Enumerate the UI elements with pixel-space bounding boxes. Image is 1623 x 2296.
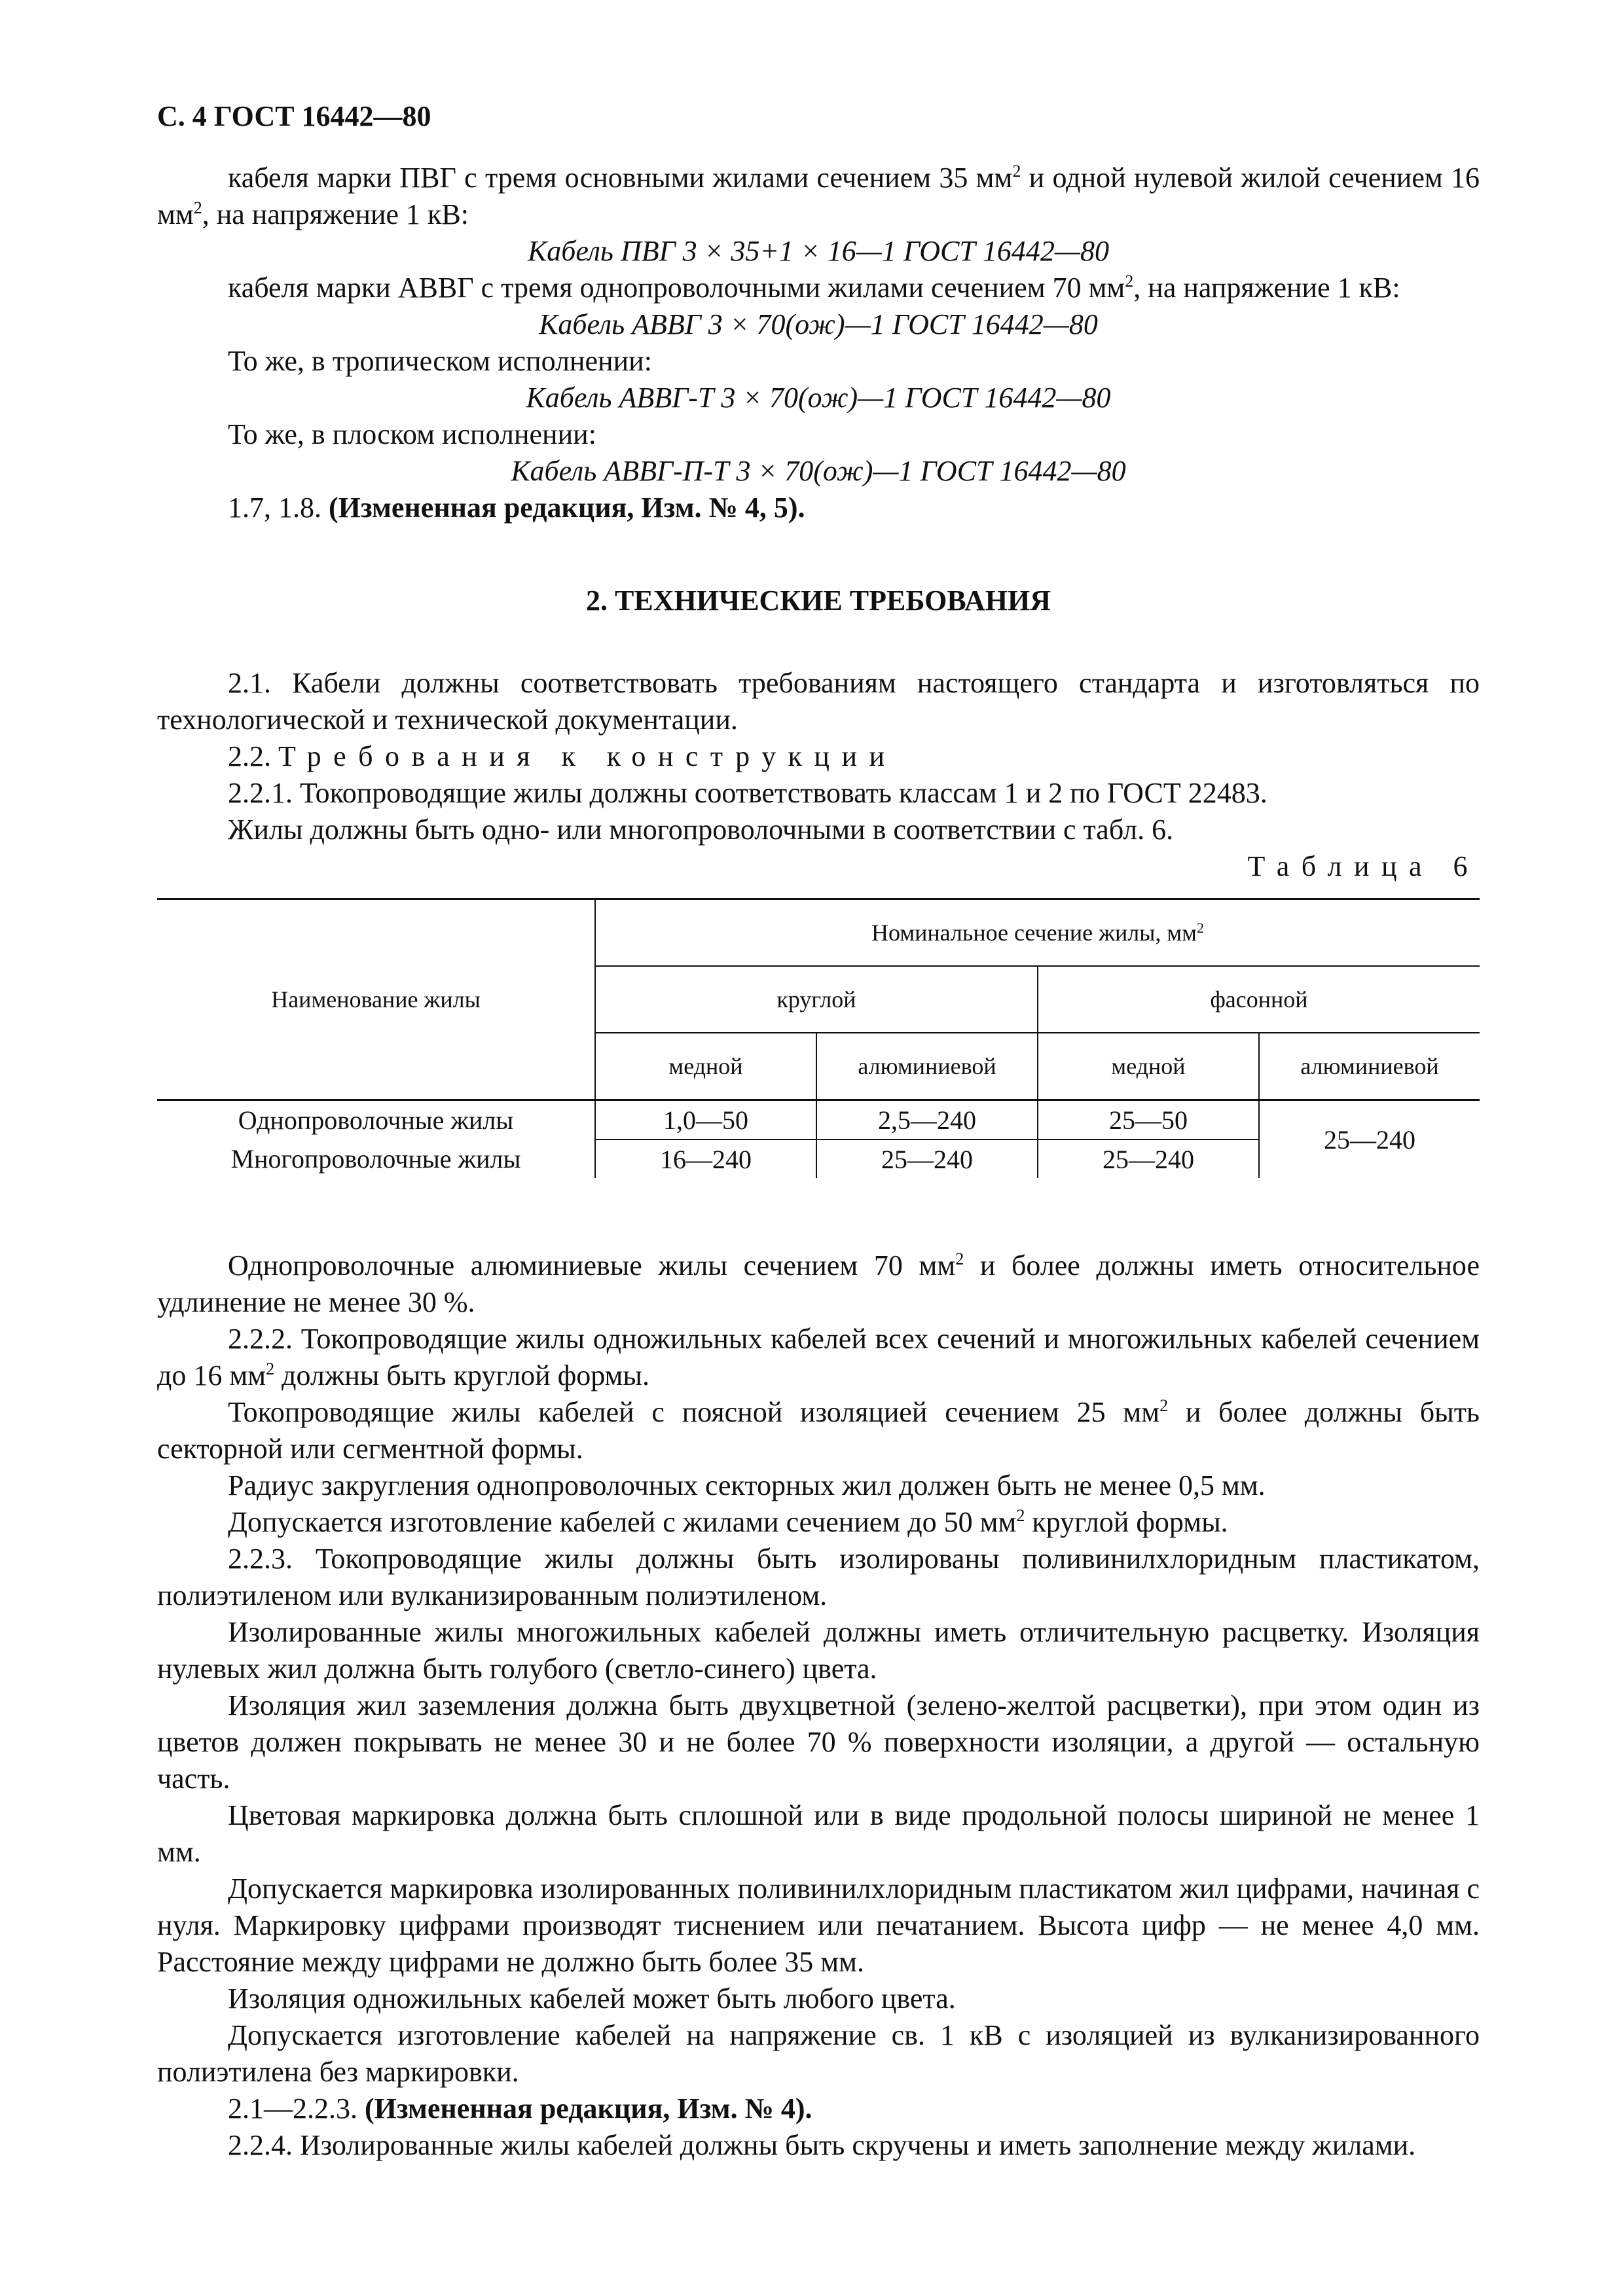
table-header-copper-shaped: медной bbox=[1038, 1033, 1259, 1100]
intro-paragraph-2: кабеля марки АВВГ с тремя однопроволочными жилами сечением 70 $мм^2$, на напряжение 1 кВ: bbox=[228, 272, 1400, 304]
table-header-copper-round: медной bbox=[595, 1033, 816, 1100]
body-paragraph: Однопроволочные алюминиевые жилы сечением 70 $мм^2$ и более должны иметь относительное удлинение не менее 30 %. bbox=[157, 1249, 1480, 1318]
body-paragraph: Цветовая маркировка должна быть сплошной или в виде продольной полосы шириной не менее 1 мм. bbox=[157, 1799, 1480, 1868]
intro-paragraph-4: То же, в плоском исполнении: bbox=[228, 418, 596, 450]
body-paragraph: Токопроводящие жилы кабелей с поясной изоляцией сечением 25 $мм^2$ и более должны быть секторной или сегментной формы. bbox=[157, 1396, 1480, 1465]
table-header-shaped: фасонной bbox=[1038, 966, 1480, 1033]
clause-2-2-4: 2.2.4. Изолированные жилы кабелей должны быть скручены и иметь заполнение между жилами. bbox=[228, 2129, 1416, 2161]
body-paragraph: Допускается изготовление кабелей с жилами сечением до 50 $мм^2$ круглой формы. bbox=[228, 1506, 1228, 1538]
table-row bbox=[157, 1100, 1480, 1140]
cell-alu-round: 2,5—240 bbox=[816, 1100, 1038, 1140]
clause-2-1: 2.1. Кабели должны соответствовать требованиям настоящего стандарта и изготовляться по технологической и технической документации. bbox=[157, 667, 1480, 736]
table-header-name: Наименование жилы bbox=[157, 899, 595, 1100]
cell-copper-round: 16—240 bbox=[595, 1139, 816, 1178]
conductor-table bbox=[157, 898, 1480, 1178]
table-header-alu-round: алюминиевой bbox=[816, 1033, 1038, 1100]
body-paragraph: Изолированные жилы многожильных кабелей должны иметь отличительную расцветку. Изоляция нулевых жил должна быть голубого (светло-синего) цвета. bbox=[157, 1616, 1480, 1685]
body-paragraph: Допускается изготовление кабелей на напряжение св. 1 кВ с изоляцией из вулканизированного полиэтилена без маркировки. bbox=[157, 2019, 1480, 2088]
table-caption: Таблица 6 bbox=[1247, 850, 1480, 882]
clause-2-2: 2.2. Требования к конструкции bbox=[228, 740, 897, 772]
cell-alu-round: 25—240 bbox=[816, 1139, 1038, 1178]
document-page bbox=[157, 98, 1480, 2164]
example-designation-2: Кабель АВВГ 3 × 70(ож)—1 ГОСТ 16442—80 bbox=[539, 308, 1098, 340]
body-paragraph: Допускается маркировка изолированных поливинилхлоридным пластикатом жил цифрами, начиная с нуля. Маркировку цифрами производят тиснением или печатанием. Высота цифр — не менее 4,0 мм. Расстояние между цифрами не должно быть более 35 мм. bbox=[157, 1873, 1480, 1978]
table-header-group: Номинальное сечение жилы, $мм^2$ bbox=[595, 899, 1480, 967]
example-designation-3: Кабель АВВГ-Т 3 × 70(ож)—1 ГОСТ 16442—80 bbox=[526, 382, 1111, 414]
table-header-alu-shaped: алюминиевой bbox=[1259, 1033, 1480, 1100]
example-designation-1: Кабель ПВГ 3 × 35+1 × 16—1 ГОСТ 16442—80 bbox=[527, 235, 1110, 267]
cell-copper-shaped: 25—240 bbox=[1038, 1139, 1259, 1178]
page-header: С. 4 ГОСТ 16442—80 bbox=[157, 100, 431, 132]
clause-2-2-1: 2.2.1. Токопроводящие жилы должны соответствовать классам 1 и 2 по ГОСТ 22483. bbox=[228, 777, 1267, 809]
section-title: 2. ТЕХНИЧЕСКИЕ ТРЕБОВАНИЯ bbox=[586, 584, 1051, 617]
clause-2-2-2: 2.2.2. Токопроводящие жилы одножильных кабелей всех сечений и многожильных кабелей сечением до 16 $мм^2$ должны быть круглой формы. bbox=[157, 1323, 1480, 1391]
clause-2-2-1-b: Жилы должны быть одно- или многопроволочными в соответствии с табл. 6. bbox=[228, 814, 1174, 846]
example-designation-4: Кабель АВВГ-П-Т 3 × 70(ож)—1 ГОСТ 16442—80 bbox=[511, 455, 1126, 487]
body-paragraph: Радиус закругления однопроволочных секторных жил должен быть не менее 0,5 мм. bbox=[228, 1469, 1266, 1501]
row-name: Многопроволочные жилы bbox=[230, 1144, 521, 1174]
cell-copper-round: 1,0—50 bbox=[595, 1100, 816, 1140]
body-paragraph: Изоляция одножильных кабелей может быть любого цвета. bbox=[228, 1982, 956, 2015]
cell-alu-shaped-merged: 25—240 bbox=[1259, 1100, 1480, 1179]
cell-copper-shaped: 25—50 bbox=[1038, 1100, 1259, 1140]
intro-paragraph-1: кабеля марки ПВГ с тремя основными жилами сечением 35 $мм^2$ и одной нулевой жилой сечением 16 $мм^2$, на напряжение 1 кВ: bbox=[157, 162, 1480, 230]
table-header-round: круглой bbox=[595, 966, 1038, 1033]
row-name: Однопроволочные жилы bbox=[238, 1105, 514, 1135]
revision-note-1: 1.7, 1.8. (Измененная редакция, Изм. № 4, 5). bbox=[228, 492, 805, 524]
revision-note-2: 2.1—2.2.3. (Измененная редакция, Изм. № 4). bbox=[228, 2092, 812, 2125]
body-paragraph: Изоляция жил заземления должна быть двухцветной (зелено-желтой расцветки), при этом один из цветов должен покрывать не менее 30 и не более 70 % поверхности изоляции, а другой — остальную часть. bbox=[157, 1689, 1480, 1795]
clause-2-2-3: 2.2.3. Токопроводящие жилы должны быть изолированы поливинилхлоридным пластикатом, полиэтиленом или вулканизированным полиэтиленом. bbox=[157, 1543, 1480, 1611]
intro-paragraph-3: То же, в тропическом исполнении: bbox=[228, 345, 652, 377]
